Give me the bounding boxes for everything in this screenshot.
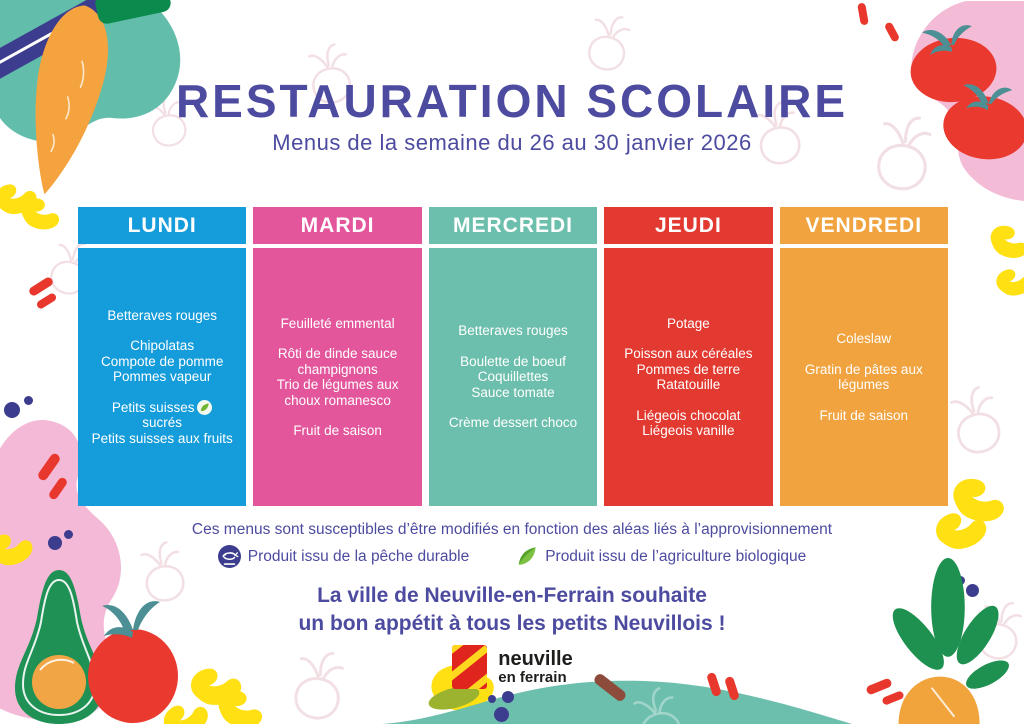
page-subtitle: Menus de la semaine du 26 au 30 janvier 2026 xyxy=(272,130,752,155)
city-crest-icon xyxy=(451,644,488,690)
red-dash-decoration xyxy=(35,292,57,310)
menu-group xyxy=(281,316,395,332)
menu-item: Crème dessert choco xyxy=(448,415,578,431)
radish-doodle xyxy=(941,380,1010,460)
menu-item: Pommes de terre xyxy=(636,361,741,377)
menu-group xyxy=(624,346,752,393)
day-header: MARDI xyxy=(253,207,421,244)
day-header: LUNDI xyxy=(78,207,246,244)
closing-message-line2: un bon appétit à tous les petits Neuvillois ! xyxy=(298,612,726,635)
day-menu-card xyxy=(780,248,948,506)
menu-group xyxy=(636,408,740,439)
legend-row xyxy=(0,545,1024,568)
tomato-illustration xyxy=(937,76,1024,167)
blue-dot-decoration xyxy=(4,402,20,418)
menu-item: Coquillettes xyxy=(477,369,549,385)
day-column xyxy=(78,207,246,506)
menu-grid xyxy=(78,207,948,506)
blue-dot-decoration xyxy=(494,707,509,722)
menu-group xyxy=(107,308,217,324)
menu-item: Compote de pomme xyxy=(101,353,224,369)
closing-message-line1: La ville de Neuville-en-Ferrain souhaite xyxy=(317,584,707,607)
menu-item: légumes xyxy=(838,377,890,392)
organic-badge-icon xyxy=(197,400,212,415)
day-column xyxy=(780,207,948,506)
menu-item: Rôti de dinde sauce xyxy=(277,346,398,361)
menu-item: Boulette de boeuf xyxy=(460,353,566,369)
red-dash-decoration xyxy=(857,2,869,25)
day-header: JEUDI xyxy=(604,207,772,244)
sustainable-fishing-icon xyxy=(218,545,241,568)
menu-item: Pommes vapeur xyxy=(113,369,212,385)
menu-item: Petits suisses aux fruits xyxy=(91,430,233,446)
menu-item: champignons xyxy=(297,361,378,377)
menu-item: Petits suisses xyxy=(92,400,233,416)
day-column xyxy=(604,207,772,506)
menu-group xyxy=(101,338,223,385)
legend-label: Produit issu de l’agriculture biologique xyxy=(545,547,807,565)
closing-message xyxy=(0,582,1024,638)
day-column xyxy=(429,207,597,506)
menu-group xyxy=(277,346,399,408)
red-dash-decoration xyxy=(884,21,900,42)
menu-group xyxy=(820,408,909,424)
city-logo-text xyxy=(498,649,572,685)
city-logo-name: neuville xyxy=(498,648,573,671)
menu-item: Betteraves rouges xyxy=(107,307,217,323)
day-column xyxy=(253,207,421,506)
day-header: MERCREDI xyxy=(429,207,597,244)
pasta-decoration xyxy=(989,262,1024,301)
blue-dot-decoration xyxy=(502,691,514,703)
day-menu-card xyxy=(253,248,421,506)
menu-group xyxy=(667,316,710,332)
menu-group xyxy=(805,362,923,393)
legend-item xyxy=(218,545,469,568)
organic-leaf-icon xyxy=(515,545,538,568)
menu-item: Fruit de saison xyxy=(293,423,382,438)
menu-item: Feuilleté emmental xyxy=(280,315,395,331)
day-menu-card xyxy=(604,248,772,506)
radish-doodle xyxy=(579,8,638,77)
day-menu-card xyxy=(78,248,246,506)
menu-item: Chipolatas xyxy=(130,338,195,354)
day-menu-card xyxy=(429,248,597,506)
menu-item: Betteraves rouges xyxy=(458,323,568,339)
menu-disclaimer: Ces menus sont susceptibles d’être modifiés en fonction des aléas liés à l’approvisionnement xyxy=(191,521,833,538)
blue-dot-decoration xyxy=(24,396,33,405)
menu-item: Coleslaw xyxy=(836,331,892,346)
page-title: RESTAURATION SCOLAIRE xyxy=(175,75,849,127)
menu-item: Fruit de saison xyxy=(819,407,909,423)
menu-item: Trio de légumes aux xyxy=(276,377,399,392)
menu-group xyxy=(458,323,568,339)
legend-label: Produit issu de la pêche durable xyxy=(247,547,470,565)
pasta-decoration xyxy=(981,218,1024,265)
menu-group xyxy=(460,354,566,401)
menu-item: Gratin de pâtes aux xyxy=(804,361,923,377)
menu-item: Ratatouille xyxy=(656,377,721,392)
menu-group xyxy=(293,423,382,439)
menu-group xyxy=(449,415,577,431)
city-logo xyxy=(0,644,1024,690)
menu-item: Poisson aux céréales xyxy=(624,346,753,361)
blue-dot-decoration xyxy=(488,695,496,703)
legend-item xyxy=(515,545,806,568)
menu-group xyxy=(92,400,233,447)
menu-item: Potage xyxy=(666,315,710,331)
menu-item: choux romanesco xyxy=(284,392,391,408)
city-logo-name2: en ferrain xyxy=(498,668,567,686)
menu-group xyxy=(836,331,891,347)
menu-item: Sauce tomate xyxy=(471,384,555,400)
menu-item: Liégeois vanille xyxy=(642,423,735,438)
menu-item: sucrés xyxy=(142,415,183,431)
day-header: VENDREDI xyxy=(780,207,948,244)
menu-item: Liégeois chocolat xyxy=(636,407,741,423)
